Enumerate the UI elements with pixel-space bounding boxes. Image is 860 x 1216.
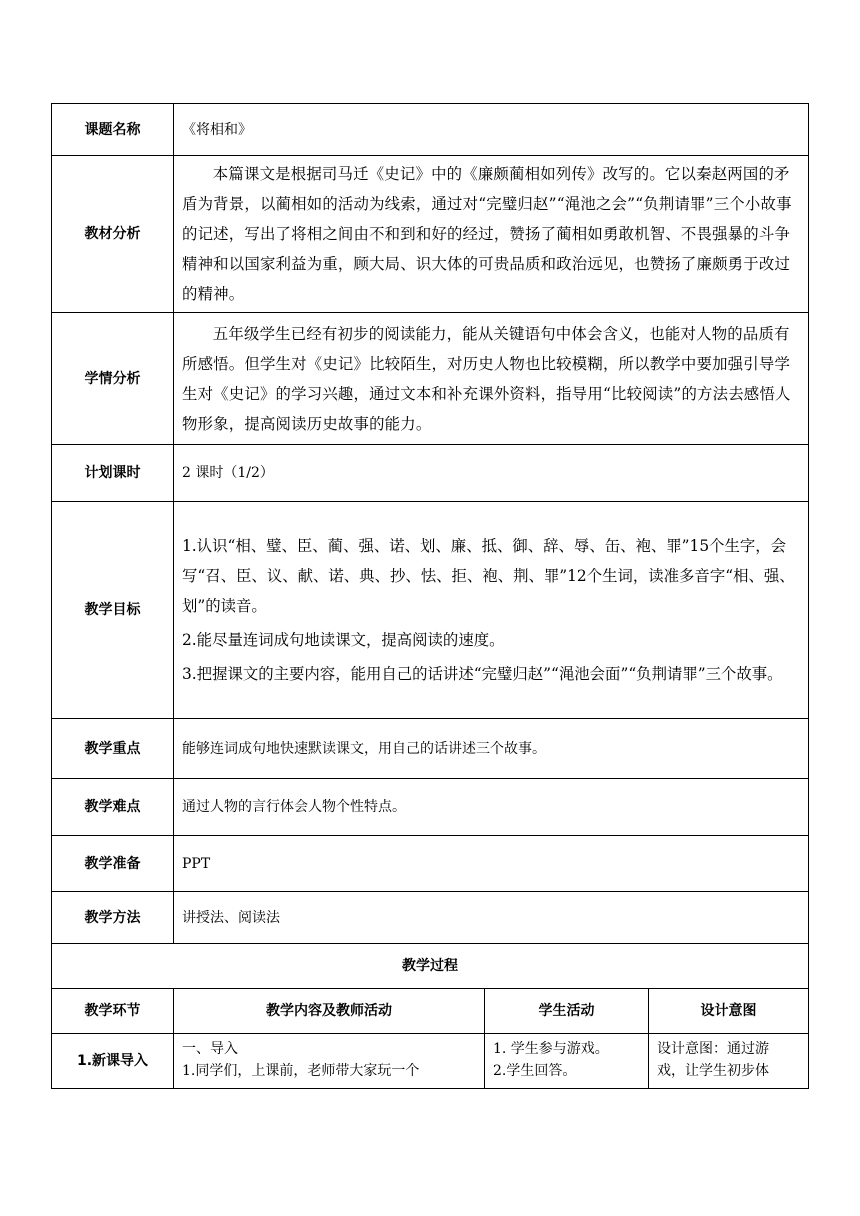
course-value: 《将相和》	[174, 104, 809, 156]
intent-cell	[649, 1034, 809, 1089]
row-key-points	[52, 719, 809, 779]
row-material-analysis	[52, 156, 809, 313]
student-analysis-cell	[174, 313, 809, 445]
header-intent: 设计意图	[649, 989, 809, 1034]
material-analysis-text: 本篇课文是根据司马迁《史记》中的《廉颇蔺相如列传》改写的。它以秦赵两国的矛盾为背景，以蔺相如的活动为线索，通过对“完璧归赵”“渑池之会”“负荆请罪”三个小故事的记述，写出了将相之间由不和到和好的经过，赞扬了蔺相如勇敢机智、不畏强暴的斗争精神和以国家利益为重，顾大局、识大体的可贵品质和政治远见，也赞扬了廉颇勇于改过的精神。	[182, 165, 792, 303]
difficulties-value: 通过人物的言行体会人物个性特点。	[174, 779, 809, 836]
content-cell	[174, 1034, 485, 1089]
preparation-label: 教学准备	[52, 836, 174, 892]
material-analysis-cell	[174, 156, 809, 313]
row-preparation	[52, 836, 809, 892]
intent-line: 设计意图：通过游	[657, 1041, 769, 1057]
key-points-value: 能够连词成句地快速默读课文，用自己的话讲述三个故事。	[174, 719, 809, 779]
stage-cell: 1.新课导入	[52, 1034, 174, 1089]
objective-item: 1.认识“相、璧、臣、蔺、强、诺、划、廉、抵、御、辞、辱、缶、袍、罪”15个生字，会写“召、臣、议、献、诺、典、抄、怯、拒、袍、荆、罪”12个生词，读准多音字“相、强、划”的读音。	[182, 537, 795, 615]
process-title: 教学过程	[52, 944, 809, 989]
row-student-analysis	[52, 313, 809, 445]
header-content: 教学内容及教师活动	[174, 989, 485, 1034]
header-students: 学生活动	[485, 989, 649, 1034]
planned-hours-label: 计划课时	[52, 445, 174, 502]
objective-item: 3.把握课文的主要内容，能用自己的话讲述“完璧归赵”“渑池会面”“负荆请罪”三个故事。	[182, 665, 783, 683]
methods-value: 讲授法、阅读法	[174, 892, 809, 944]
course-label: 课题名称	[52, 104, 174, 156]
preparation-value: PPT	[174, 836, 809, 892]
methods-label: 教学方法	[52, 892, 174, 944]
row-course	[52, 104, 809, 156]
material-analysis-label: 教材分析	[52, 156, 174, 313]
content-line: 1.同学们，上课前，老师带大家玩一个	[182, 1063, 420, 1079]
student-analysis-text: 五年级学生已经有初步的阅读能力，能从关键语句中体会含义，也能对人物的品质有所感悟。但学生对《史记》比较陌生，对历史人物也比较模糊，所以教学中要加强引导学生对《史记》的学习兴趣，通过文本和补充课外资料，指导用“比较阅读”的方法去感悟人物形象，提高阅读历史故事的能力。	[182, 324, 791, 433]
row-planned-hours	[52, 445, 809, 502]
objective-item: 2.能尽量连词成句地读课文，提高阅读的速度。	[182, 631, 505, 649]
planned-hours-value: 2 课时（1/2）	[174, 445, 809, 502]
objectives-label: 教学目标	[52, 502, 174, 719]
students-cell	[485, 1034, 649, 1089]
header-stage: 教学环节	[52, 989, 174, 1034]
row-difficulties	[52, 779, 809, 836]
objectives-cell	[174, 502, 809, 719]
key-points-label: 教学重点	[52, 719, 174, 779]
lesson-plan-table	[51, 103, 809, 1089]
difficulties-label: 教学难点	[52, 779, 174, 836]
student-analysis-label: 学情分析	[52, 313, 174, 445]
row-process-title	[52, 944, 809, 989]
content-line: 一、导入	[182, 1041, 238, 1057]
row-methods	[52, 892, 809, 944]
table-row	[52, 1034, 809, 1089]
row-process-headers	[52, 989, 809, 1034]
students-line: 1. 学生参与游戏。	[493, 1041, 609, 1057]
students-line: 2.学生回答。	[493, 1063, 577, 1079]
intent-line: 戏，让学生初步体	[657, 1063, 769, 1079]
row-objectives	[52, 502, 809, 719]
